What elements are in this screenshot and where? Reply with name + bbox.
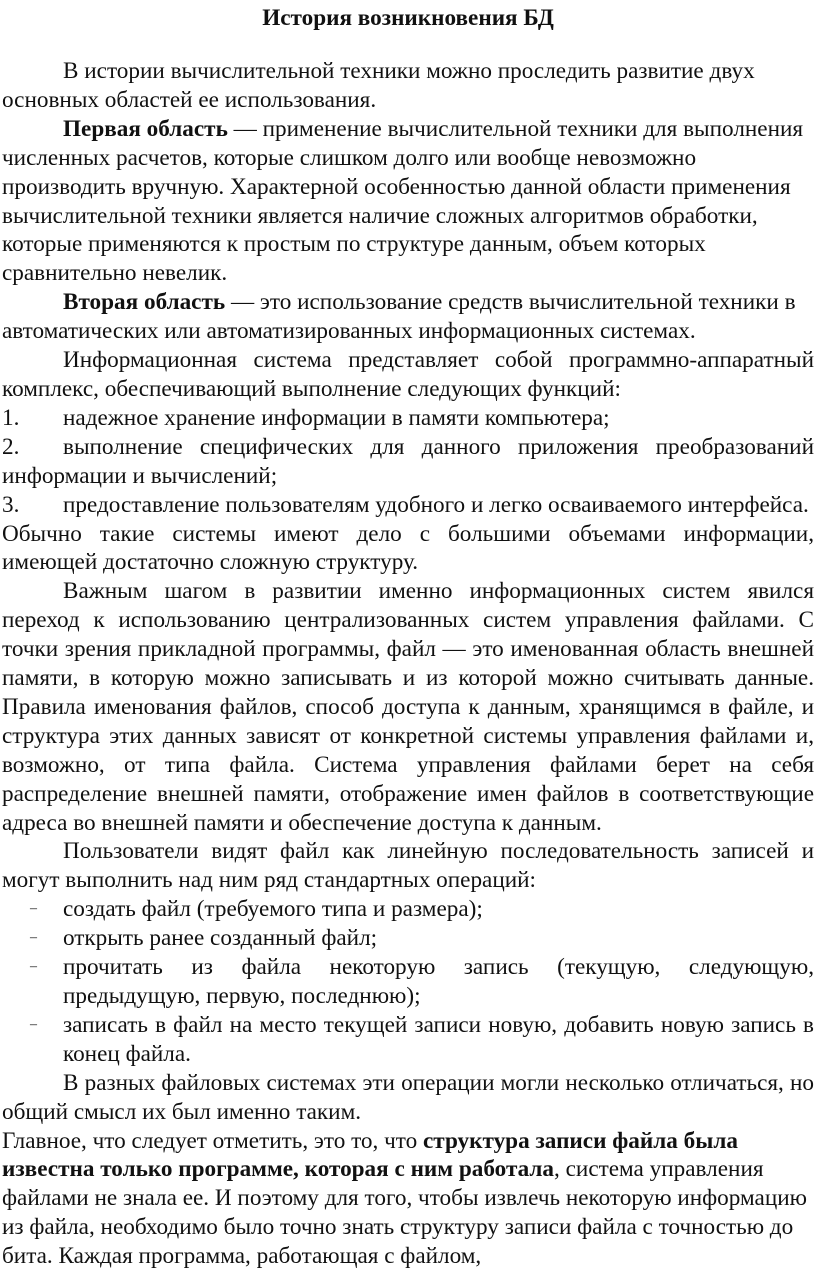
main-point-bold: структура записи файла была известна только программе, которая с ним работала xyxy=(2,1127,738,1183)
users-see-paragraph: Пользователи видят файл как линейную последовательность записей и могут выполнить над ним ряд стандартных операций: xyxy=(2,838,814,894)
info-system-paragraph: Информационная система представляет собой программно-аппаратный комплекс, обеспечивающий выполнение следующих функций: xyxy=(2,347,814,402)
list-item xyxy=(2,404,814,433)
dash-marker: – xyxy=(30,901,37,917)
spacer xyxy=(2,35,814,57)
first-area-text: — применение вычислительной техники для выполнения численных расчетов, которые слишком долго или вообще невозможно производить вручную. Характерной особенностью данной области применения вычислительной техники является наличие сложных алгоритмов обработки, которые применяются к простым по структуре данным, объем которых сравнительно невелик. xyxy=(2,115,804,287)
second-area-term: Вторая область xyxy=(63,289,226,316)
dash-marker: – xyxy=(30,1016,37,1032)
intro-paragraph: В истории вычислительной техники можно проследить развитие двух основных областей ее использования. xyxy=(2,58,755,113)
operations-list xyxy=(2,895,814,1068)
list-item xyxy=(2,953,814,1011)
main-point-lead: Главное, что следует отметить, это то, что xyxy=(2,1127,423,1154)
list-text: выполнение специфических для данного приложения преобразований информации и вычислений; xyxy=(2,433,814,489)
list-item xyxy=(2,1011,814,1069)
list-text: открыть ранее созданный файл; xyxy=(63,925,378,952)
list-item xyxy=(2,895,814,924)
important-step-paragraph: Важным шагом в развитии именно информационных систем явился переход к использованию централизованных систем управления файлами. С точки зрения прикладной программы, файл — это именованная область внешней памяти, в которую можно записывать и из которой можно считывать данные. Правила именования файлов, способ доступа к данным, хранящимся в файле, и структура этих данных зависят от конкретной системы управления файлами и, возможно, от типа файла. Система управления файлами берет на себя распределение внешней памяти, отображение имен файлов в соответствующие адреса во внешней памяти и обеспечение доступа к данным. xyxy=(2,578,814,836)
first-area-term: Первая область xyxy=(63,115,228,142)
functions-list xyxy=(2,404,814,520)
list-item xyxy=(2,433,814,491)
different-fs-paragraph: В разных файловых системах эти операции могли несколько отличаться, но общий смысл их был именно таким. xyxy=(2,1069,814,1125)
list-text: создать файл (требуемого типа и размера); xyxy=(63,896,483,923)
main-point-rest: , система управления файлами не знала ее. И поэтому для того, чтобы извлечь некоторую информацию из файла, необходимо было точно знать структуру записи файла с точностью до бита. Каждая программа, работающая с файлом, xyxy=(2,1156,807,1270)
main-point-paragraph xyxy=(2,1127,814,1271)
list-text: прочитать из файла некоторую запись (текущую, следующую, предыдущую, первую, последнюю); xyxy=(63,954,814,1009)
list-number: 2. xyxy=(2,433,20,460)
second-area-paragraph xyxy=(2,288,814,346)
first-area-paragraph xyxy=(2,115,814,288)
usually-paragraph: Обычно такие системы имеют дело с большими объемами информации, имеющей достаточно сложную структуру. xyxy=(2,520,814,576)
second-area-text: — это использование средств вычислительной техники в автоматических или автоматизированных информационных системах. xyxy=(2,289,796,345)
list-number: 3. xyxy=(2,491,20,518)
list-text: записать в файл на место текущей записи новую, добавить новую запись в конец файла. xyxy=(63,1011,814,1067)
list-item xyxy=(2,491,814,520)
list-number: 1. xyxy=(2,404,20,431)
dash-marker: – xyxy=(30,959,37,975)
page-title: История возникновения БД xyxy=(262,5,554,31)
dash-marker: – xyxy=(30,930,37,946)
list-text: предоставление пользователям удобного и легко осваиваемого интерфейса. xyxy=(63,491,809,518)
list-text: надежное хранение информации в памяти компьютера; xyxy=(63,404,610,431)
list-item xyxy=(2,924,814,953)
